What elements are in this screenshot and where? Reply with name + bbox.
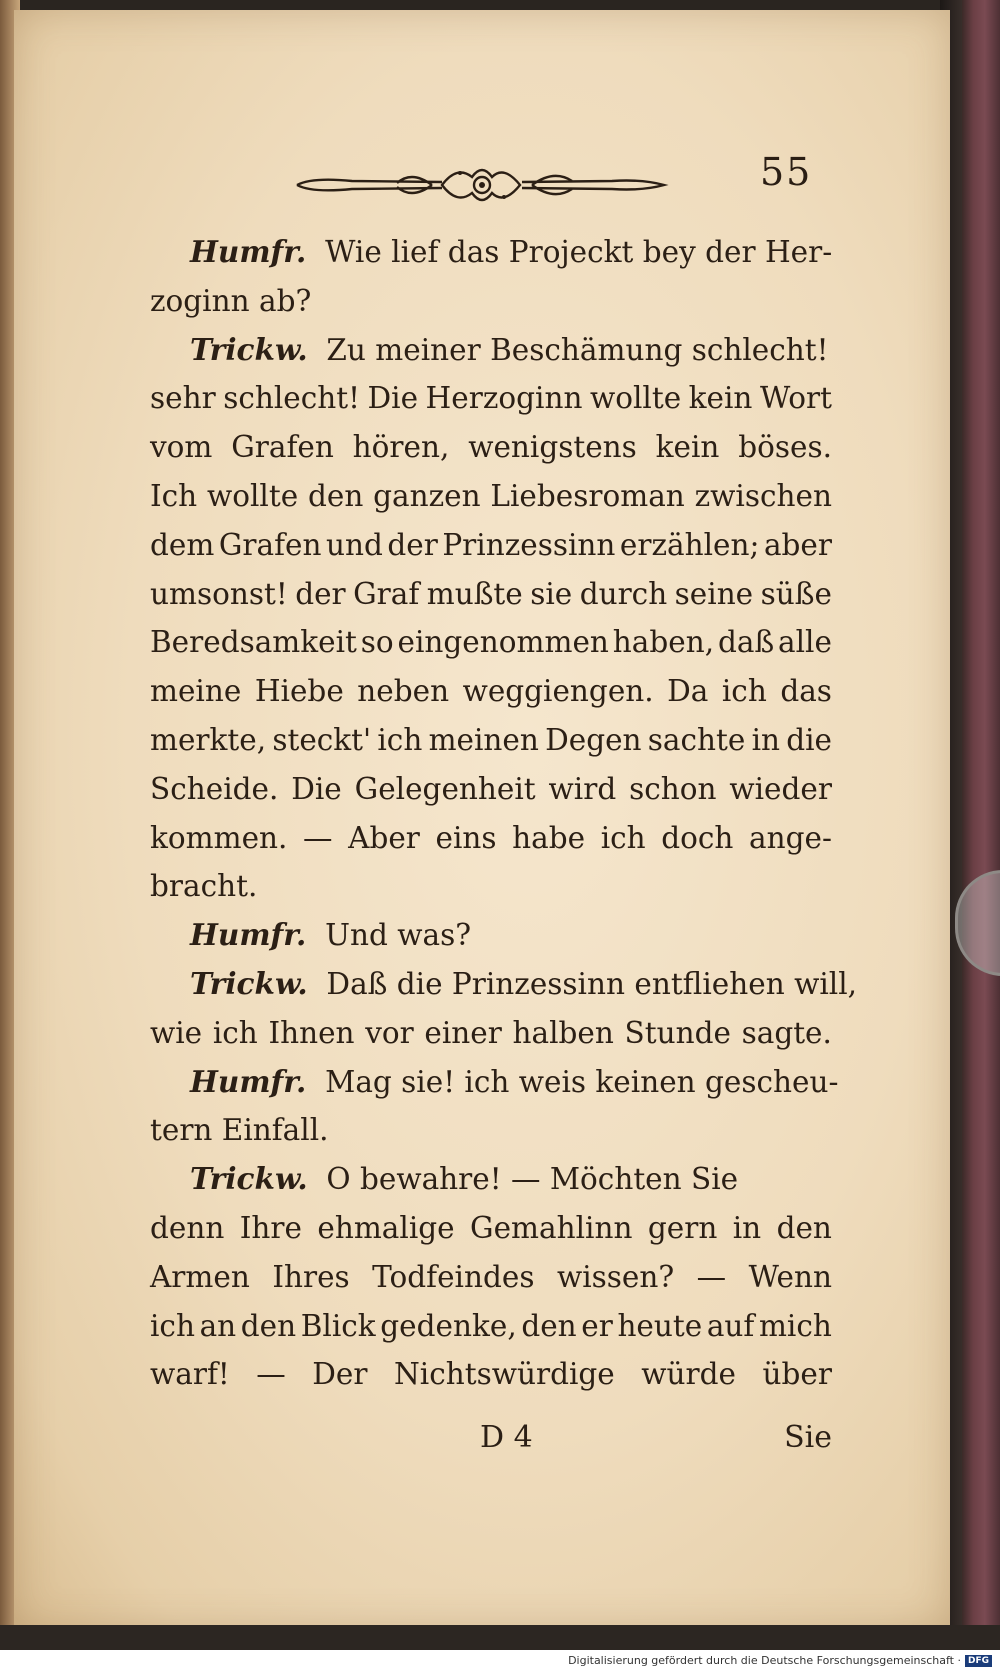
speaker-name: Trickw. [190,965,308,1001]
page-number: 55 [760,150,813,194]
word: so [360,625,394,660]
word: aber [763,527,832,562]
word: Todfeindes [372,1259,535,1294]
word: wollte [589,381,682,416]
word: Hiebe [254,674,344,709]
word: steckt' [272,722,372,757]
word: eins [435,820,497,855]
word: ich [721,674,767,709]
line-text: Daß die Prinzessinn entfliehen will, [326,966,858,1001]
text-line [150,765,832,814]
speaker-name: Trickw. [190,331,308,367]
word: das [780,674,832,709]
word: umsonst! [150,576,288,611]
word: Ihres [272,1259,350,1294]
word: ganzen [373,478,481,513]
word: ich [600,820,646,855]
page-text [150,228,858,1399]
text-line [150,1106,832,1155]
text-line [150,1302,832,1351]
word: mußte [426,576,523,611]
word: dem [150,527,215,562]
word: merkte, [150,722,267,757]
catchword: Sie [784,1420,832,1455]
word: Graf [353,576,420,611]
word: Aber [348,820,420,855]
text-line [150,1058,839,1107]
word: der [295,576,346,611]
word: an [199,1308,237,1343]
word: daß [717,625,775,660]
word: Da [667,674,709,709]
speaker-name: Humfr. [190,917,307,953]
word: meine [150,674,242,709]
word: schon [629,771,717,806]
word: ich [377,722,423,757]
scan-bottom-band [0,1625,1000,1650]
line-text: Wie lief das Projeckt bey der Her- [325,235,833,269]
word: Degen [545,722,642,757]
word: wird [548,771,617,806]
word: ich [212,1015,258,1050]
line-text: bracht. [150,869,258,904]
text-line [150,570,832,619]
decorative-ornament-icon [292,155,672,215]
word: heute [617,1308,703,1343]
word: die [786,722,832,757]
text-line [150,1155,832,1204]
word: böses. [738,430,832,465]
text-line [150,521,832,570]
word: halben [512,1015,614,1050]
word: doch [661,820,734,855]
word: Beredsamkeit [150,625,357,660]
word: zwischen [694,478,832,513]
word: den [776,1210,832,1245]
word: Die [367,381,419,416]
word: Ich [150,478,198,513]
word: gedenke, [380,1308,517,1343]
word: mich [758,1308,832,1343]
word: Grafen [231,430,334,465]
word: den [307,478,364,513]
word: gern [647,1210,718,1245]
word: und [325,527,383,562]
page-footer [150,1420,832,1470]
text-line [150,911,832,960]
text-line [150,1253,832,1302]
word: alle [778,625,832,660]
line-text: Zu meiner Beschämung schlecht! [326,332,829,367]
word: ange- [749,820,832,855]
word: sehr [150,381,216,416]
word: sagte. [741,1015,832,1050]
word: auf [706,1308,755,1343]
word: den [240,1308,297,1343]
line-text: Und was? [325,918,472,953]
word: hören, [352,430,450,465]
word: eingenommen [397,625,609,660]
word: neben [357,674,450,709]
speaker-name: Humfr. [190,234,307,269]
word: Prinzessinn [442,527,616,562]
word: über [762,1357,832,1392]
word: Liebesroman [490,478,685,513]
word: Grafen [218,527,322,562]
dfg-logo-icon: DFG [965,1655,992,1667]
text-line [150,1350,832,1399]
word: Armen [150,1259,250,1294]
word: ehmalige [317,1210,455,1245]
word: ich [150,1308,195,1343]
text-line [150,228,832,277]
word: kein [655,430,720,465]
text-line [150,960,858,1009]
word: wieder [729,771,832,806]
word: Der [312,1357,368,1392]
word: vom [150,430,213,465]
line-text: Mag sie! ich weis keinen gescheu- [325,1064,839,1099]
word: Die [291,771,342,806]
word: kein [688,381,753,416]
word: Gemahlinn [470,1210,633,1245]
word: — [256,1357,286,1392]
word: Nichtswürdige [393,1357,615,1392]
word: haben, [612,625,715,660]
word: in [732,1210,762,1245]
word: Stunde [624,1015,731,1050]
word: Ihnen [268,1015,355,1050]
book-cover-edge [962,0,1000,1650]
word: würde [641,1357,736,1392]
word: Scheide. [150,771,279,806]
text-line [150,1204,832,1253]
text-line [150,618,832,667]
signature-mark: D 4 [480,1420,533,1455]
word: wenigstens [468,430,637,465]
text-line [150,716,832,765]
word: Ihre [239,1210,302,1245]
word: durch [579,576,668,611]
word: meinen [428,722,539,757]
word: vor [365,1015,414,1050]
speaker-name: Humfr. [190,1063,307,1099]
word: der [387,527,438,562]
word: — [696,1259,727,1294]
word: denn [150,1210,225,1245]
text-line [150,472,832,521]
word: süße [760,576,832,611]
text-line [150,1009,832,1058]
text-line [150,374,832,423]
word: Gelegenheit [354,771,536,806]
digitization-credit [568,1654,992,1667]
word: wollte [206,478,299,513]
word: sachte [647,722,746,757]
word: warf! [150,1357,230,1392]
word: seine [674,576,754,611]
word: habe [512,820,586,855]
text-line [150,862,832,911]
word: Wort [759,381,832,416]
word: Herzoginn [425,381,583,416]
word: Blick [300,1308,376,1343]
line-text: tern Einfall. [150,1113,329,1148]
word: wissen? [556,1259,675,1294]
text-line [150,326,832,375]
text-line [150,814,832,863]
word: einer [424,1015,502,1050]
word: den [521,1308,577,1343]
line-text: zoginn ab? [150,283,312,318]
text-line [150,277,832,326]
word: er [581,1308,613,1343]
credit-text: Digitalisierung gefördert durch die Deutsche Forschungsgemeinschaft · [568,1654,961,1667]
word: — [303,820,333,855]
word: erzählen; [619,527,760,562]
word: Wenn [748,1259,832,1294]
word: sie [530,576,573,611]
word: wie [150,1015,203,1050]
text-line [150,667,832,716]
word: in [751,722,780,757]
word: weggiengen. [462,674,654,709]
word: kommen. [150,820,288,855]
text-line [150,423,832,472]
line-text: O bewahre! — Möchten Sie [326,1162,739,1197]
word: schlecht! [223,381,360,416]
speaker-name: Trickw. [190,1161,308,1197]
